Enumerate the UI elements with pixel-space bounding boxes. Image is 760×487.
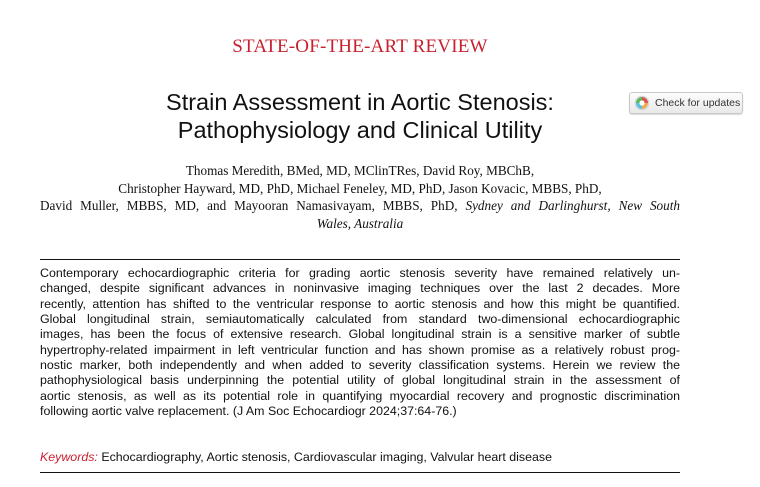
affiliation-part-2: Wales, Australia (316, 215, 404, 231)
author-line-1: Thomas Meredith, BMed, MD, MClinTRes, David Roy, MBChB, (185, 163, 535, 178)
affiliation-part-1: Sydney and Darlinghurst, New South (465, 198, 680, 213)
title-line-2: Pathophysiology and Clinical Utility (177, 117, 543, 143)
abstract-top-rule (40, 259, 680, 260)
abstract-line: Contemporary echocardiographic criteria for grading aortic stenosis severity have remained relatively un- (40, 266, 680, 280)
keywords-label: Keywords: (40, 450, 98, 464)
abstract (40, 266, 680, 419)
abstract-bottom-rule (40, 472, 680, 473)
abstract-line: images, has been the focus of extensive research. Global longitudinal strain is a sensitive marker of subtle (40, 327, 680, 342)
author-names-3: David Muller, MBBS, MD, and Mayooran Namasivayam, MBBS, PhD, (40, 198, 458, 213)
section-label: STATE-OF-THE-ART REVIEW (232, 36, 488, 57)
abstract-line: hypertrophy-related impairment in left ventricular function and has shown promise as a relatively robust prog- (40, 342, 680, 357)
abstract-line: pathophysiological basis underpinning the potential utility of global longitudinal strain in the assessment of (40, 373, 680, 388)
abstract-line: Global longitudinal strain, semiautomatically calculated from standard two-dimensional echocardiographic (40, 312, 680, 327)
crossmark-icon (634, 95, 650, 111)
author-line-3 (40, 197, 680, 215)
check-for-updates-button[interactable] (629, 92, 743, 114)
abstract-line: aortic stenosis, as well as its potential role in quantifying myocardial recovery and prognostic discrimination (40, 388, 680, 403)
check-for-updates-label: Check for updates (655, 97, 741, 109)
abstract-line: following aortic valve replacement. (J Am Soc Echocardiogr 2024;37:64-76.) (40, 404, 457, 419)
abstract-line: nostic marker, both independently and when added to severity classification systems. Herein we review the (40, 358, 680, 373)
author-line-4 (40, 215, 680, 233)
article-title (60, 88, 660, 144)
keywords-text: Echocardiography, Aortic stenosis, Cardiovascular imaging, Valvular heart disease (101, 450, 552, 464)
abstract-line: recently, attention has shifted to the ventricular response to aortic stenosis and how this might be quantified. (40, 296, 680, 311)
title-line-1: Strain Assessment in Aortic Stenosis: (166, 89, 554, 115)
keywords (40, 450, 680, 464)
author-line-2: Christopher Hayward, MD, PhD, Michael Feneley, MD, PhD, Jason Kovacic, MBBS, PhD, (118, 180, 602, 196)
author-list (40, 162, 680, 232)
abstract-line: changed, despite significant advances in noninvasive imaging techniques over the last 2 decades. More (40, 281, 680, 296)
